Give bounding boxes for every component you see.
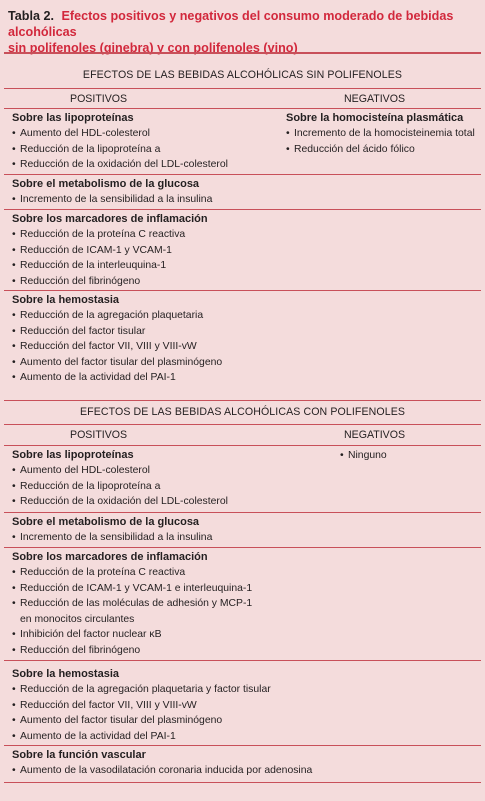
s2-hemostasis-block [12, 667, 271, 744]
s2-vascular-block [12, 748, 312, 779]
list-item: • Reducción de la lipoproteína a [12, 480, 161, 492]
list-item: • Incremento de la sensibilidad a la insulina [12, 532, 213, 543]
list-item: • Reducción de la proteína C reactiva [12, 229, 186, 240]
section1-header-divider [4, 108, 481, 109]
list-item: • Reducción de ICAM-1 y VCAM-1 e interleuquina-1 [12, 582, 253, 594]
list-item: • Aumento del HDL-colesterol [12, 128, 150, 139]
list-item: • Aumento de la vasodilatación coronaria inducida por adenosina [12, 765, 313, 776]
s1-hemostasis-block [12, 293, 222, 386]
s1-glucose-title: Sobre el metabolismo de la glucosa [12, 178, 200, 190]
list-item: • Reducción del ácido fólico [286, 143, 415, 155]
s1-lipoproteins-title: Sobre las lipoproteínas [12, 112, 134, 124]
list-item: • Reducción de la proteína C reactiva [12, 567, 186, 578]
section1-divider [4, 88, 481, 89]
list-item: • Aumento del factor tisular del plasminógeno [12, 715, 223, 726]
section1-title: EFECTOS DE LAS BEBIDAS ALCOHÓLICAS SIN POLIFENOLES [82, 69, 403, 81]
s2-glucose-title: Sobre el metabolismo de la glucosa [12, 516, 200, 528]
list-item: • Aumento de la actividad del PAI-1 [12, 372, 176, 383]
section2-top-divider [4, 400, 481, 401]
list-item: • Inhibición del factor nuclear κB [12, 629, 162, 640]
table-number: Tabla 2. [8, 9, 54, 23]
s1-glucose-block [12, 177, 212, 208]
s1-homocysteine-block [286, 111, 475, 157]
list-item: • Reducción del fibrinógeno [12, 644, 141, 656]
s1-divider [4, 209, 481, 210]
list-item: • Incremento de la sensibilidad a la insulina [12, 194, 213, 205]
list-item: • Reducción de la agregación plaquetaria [12, 310, 204, 321]
s2-divider [4, 745, 481, 746]
s1-divider [4, 174, 481, 175]
list-item: • Reducción del factor tisular [12, 325, 146, 337]
s2-glucose-block [12, 515, 212, 546]
section2-col-positive: POSITIVOS [70, 429, 128, 441]
section1-col-positive: POSITIVOS [70, 93, 128, 105]
s2-divider [4, 660, 481, 661]
list-item: • Reducción de las moléculas de adhesión y MCP-1 [12, 598, 253, 609]
list-item: • Aumento del HDL-colesterol [12, 465, 150, 476]
s2-hemostasis-title: Sobre la hemostasia [12, 668, 119, 680]
list-item: • Reducción de la oxidación del LDL-colesterol [12, 496, 228, 507]
section2-title: EFECTOS DE LAS BEBIDAS ALCOHÓLICAS CON POLIFENOLES [79, 406, 406, 418]
table-title-line1: Efectos positivos y negativos del consumo moderado de bebidas alcohólicas [8, 9, 454, 39]
list-item: • Reducción del factor VII, VIII y VIII-vW [12, 699, 197, 711]
s1-hemostasis-title: Sobre la hemostasia [12, 294, 119, 306]
s2-negative-block [340, 448, 387, 464]
list-item: • Aumento del factor tisular del plasminógeno [12, 356, 223, 368]
s1-inflammation-block [12, 212, 208, 289]
table-caption [8, 8, 478, 56]
table-bottom-divider [4, 782, 481, 783]
list-item: • Reducción del factor VII, VIII y VIII-vW [12, 341, 197, 352]
list-item: • Ninguno [340, 450, 387, 461]
list-item: • Reducción de ICAM-1 y VCAM-1 [12, 244, 172, 256]
section2-header-divider [4, 445, 481, 446]
list-item: • Reducción de la lipoproteína a [12, 143, 161, 155]
s1-lipoproteins-block [12, 111, 228, 173]
section2-divider [4, 424, 481, 425]
section2-col-negative: NEGATIVOS [344, 429, 406, 441]
s2-inflammation-block [12, 550, 252, 658]
s2-inflammation-title: Sobre los marcadores de inflamación [12, 551, 208, 563]
s2-divider [4, 547, 481, 548]
caption-divider [4, 52, 481, 54]
list-item: • Reducción de la oxidación del LDL-colesterol [12, 159, 228, 170]
s1-inflammation-title: Sobre los marcadores de inflamación [12, 213, 208, 225]
list-item: • Reducción del fibrinógeno [12, 275, 141, 287]
table-title-line2: sin polifenoles (ginebra) y con polifenoles (vino) [8, 41, 298, 55]
s2-lipoproteins-block [12, 448, 228, 510]
list-item: • Aumento de la actividad del PAI-1 [12, 730, 176, 742]
s2-divider [4, 512, 481, 513]
list-item: • Reducción de la interleuquina-1 [12, 260, 167, 271]
list-item: • Reducción de la agregación plaquetaria y factor tisular [12, 684, 271, 695]
section1-col-negative: NEGATIVOS [344, 93, 406, 105]
s1-divider [4, 290, 481, 291]
s1-homocysteine-title: Sobre la homocisteína plasmática [286, 112, 464, 124]
s2-lipoproteins-title: Sobre las lipoproteínas [12, 449, 134, 461]
s2-vascular-title: Sobre la función vascular [12, 749, 146, 761]
list-item-continuation: en monocitos circulantes [20, 613, 135, 625]
list-item: • Incremento de la homocisteinemia total [286, 128, 475, 139]
